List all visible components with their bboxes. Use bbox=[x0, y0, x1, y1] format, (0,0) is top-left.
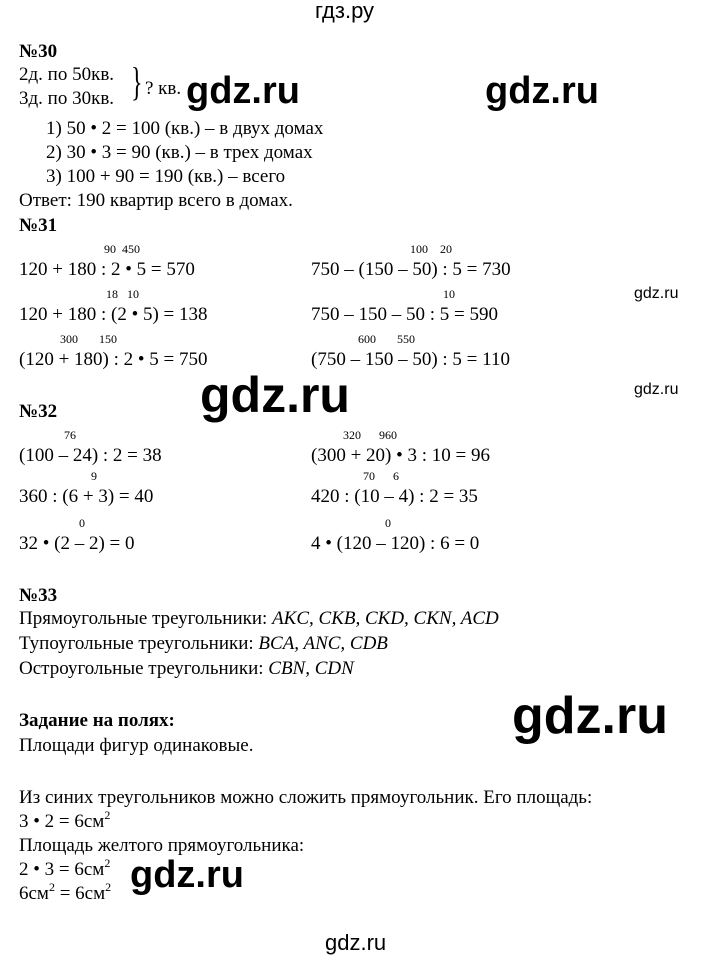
expression: 120 + 180 : (2 • 5) = 138 bbox=[19, 304, 208, 325]
watermark: gdz.ru bbox=[186, 70, 300, 112]
watermark: gdz.ru bbox=[634, 381, 679, 398]
watermark: gdz.ru bbox=[634, 285, 679, 302]
expression: 750 – 150 – 50 : 5 = 590 bbox=[311, 304, 498, 325]
expression: 420 : (10 – 4) : 2 = 35 bbox=[311, 486, 478, 507]
expression: (750 – 150 – 50) : 5 = 110 bbox=[311, 349, 510, 370]
order-hint: 300 150 bbox=[60, 332, 117, 346]
task-30-answer: Ответ: 190 квартир всего в домах. bbox=[19, 190, 293, 211]
square-exponent: 2 bbox=[104, 856, 111, 870]
margin-task-paragraph-1: Площади фигур одинаковые. bbox=[19, 735, 254, 756]
watermark: gdz.ru bbox=[485, 70, 599, 112]
order-hint: 100 20 bbox=[410, 242, 452, 256]
right-triangles-label: Прямоугольные треугольники: bbox=[19, 608, 273, 629]
square-exponent: 2 bbox=[105, 880, 112, 894]
expression: (100 – 24) : 2 = 38 bbox=[19, 445, 162, 466]
order-hint: 90 450 bbox=[104, 242, 140, 256]
task-30-heading: №30 bbox=[19, 41, 58, 62]
task-30-step-2: 2) 30 • 3 = 90 (кв.) – в трех домах bbox=[46, 142, 313, 163]
acute-triangles-line bbox=[19, 658, 354, 680]
acute-triangles-label: Остроугольные треугольники: bbox=[19, 658, 269, 679]
order-hint: 320 960 bbox=[343, 428, 397, 442]
margin-task-equation-1 bbox=[19, 808, 111, 833]
equation-text: 2 • 3 = 6см bbox=[19, 859, 105, 880]
task-32-heading: №32 bbox=[19, 401, 58, 422]
margin-task-paragraph-2: Из синих треугольников можно сложить прямоугольник. Его площадь: bbox=[19, 787, 593, 808]
watermark: gdz.ru bbox=[200, 367, 350, 423]
expression: (120 + 180) : 2 • 5 = 750 bbox=[19, 349, 208, 370]
curly-brace: } bbox=[131, 59, 143, 104]
square-exponent: 2 bbox=[48, 880, 55, 894]
obtuse-triangles-list: BCA, ANC, CDB bbox=[258, 633, 388, 654]
expression: (300 + 20) • 3 : 10 = 96 bbox=[311, 445, 491, 466]
task-30-step-1: 1) 50 • 2 = 100 (кв.) – в двух домах bbox=[46, 118, 324, 139]
expression: 120 + 180 : 2 • 5 = 570 bbox=[19, 259, 195, 280]
task-33-heading: №33 bbox=[19, 585, 58, 606]
equation-text: = 6см bbox=[54, 883, 106, 904]
watermark: gdz.ru bbox=[130, 854, 244, 896]
margin-task-equation-3 bbox=[19, 880, 112, 905]
task-30-question: ? кв. bbox=[145, 78, 182, 99]
order-hint: 9 bbox=[91, 469, 97, 483]
order-hint: 0 bbox=[385, 516, 391, 530]
order-hint: 600 550 bbox=[358, 332, 415, 346]
order-hint: 70 6 bbox=[363, 469, 399, 483]
square-exponent: 2 bbox=[104, 808, 111, 822]
margin-task-paragraph-3: Площадь желтого прямоугольника: bbox=[19, 835, 305, 856]
expression: 32 • (2 – 2) = 0 bbox=[19, 533, 135, 554]
order-hint: 18 10 bbox=[106, 287, 139, 301]
task-30-condition-2: 3д. по 30кв. bbox=[19, 88, 115, 109]
watermark-bottom: gdz.ru bbox=[325, 930, 387, 955]
margin-task-equation-2 bbox=[19, 856, 111, 881]
equation-text: 3 • 2 = 6см bbox=[19, 811, 105, 832]
expression: 750 – (150 – 50) : 5 = 730 bbox=[311, 259, 511, 280]
expression: 360 : (6 + 3) = 40 bbox=[19, 486, 154, 507]
margin-task-heading: Задание на полях: bbox=[19, 710, 175, 731]
expression: 4 • (120 – 120) : 6 = 0 bbox=[311, 533, 480, 554]
acute-triangles-list: CBN, CDN bbox=[268, 658, 354, 679]
task-31-heading: №31 bbox=[19, 215, 58, 236]
obtuse-triangles-label: Тупоугольные треугольники: bbox=[19, 633, 259, 654]
task-30-step-3: 3) 100 + 90 = 190 (кв.) – всего bbox=[46, 166, 286, 187]
watermark-top: гдз.ру bbox=[315, 0, 375, 23]
watermark: gdz.ru bbox=[512, 687, 668, 745]
task-30-condition-1: 2д. по 50кв. bbox=[19, 64, 115, 85]
right-triangles-line bbox=[19, 608, 499, 630]
order-hint: 10 bbox=[443, 287, 455, 301]
order-hint: 76 bbox=[64, 428, 76, 442]
order-hint: 0 bbox=[79, 516, 85, 530]
right-triangles-list: AKC, CKB, CKD, CKN, ACD bbox=[272, 608, 499, 629]
obtuse-triangles-line bbox=[19, 633, 388, 655]
equation-text: 6см bbox=[19, 883, 49, 904]
